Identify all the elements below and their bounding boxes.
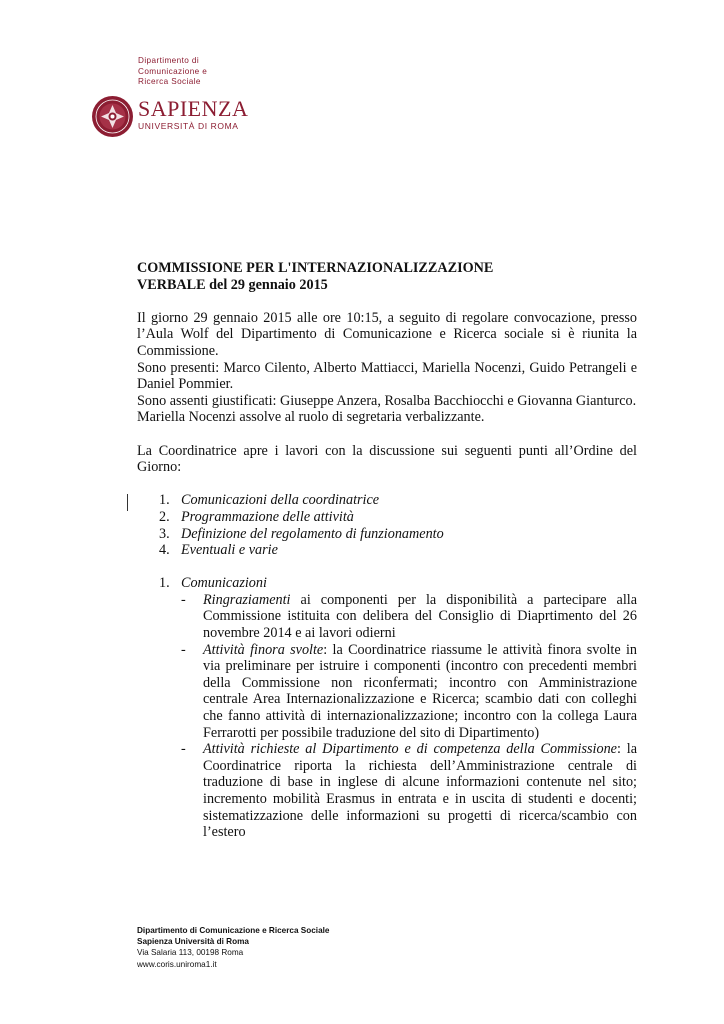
university-logo (138, 98, 248, 131)
list-item: - Attività finora svolte: la Coordinatrice riassume le attività finora svolte in via preliminare per istruire i componenti (incontro con precedenti membri della Commissione non riconfermati; incontro con Amministrazione centrale Area Internazionalizzazione e Ricerca; scambio dati con colleghi che fanno attività di internazionalizzazione; incontro con la collega Laura Ferrarotti per possibile traduzione del sito di Dipartimento) (181, 641, 637, 741)
secretary-paragraph: Mariella Nocenzi assolve al ruolo di segretaria verbalizzante. (137, 409, 485, 426)
list-item: - Ringraziamenti ai componenti per la disponibilità a partecipare alla Commissione istituita con delibera del Consiglio di Diaprtimento del 26 novembre 2014 e ai lavori odierni (181, 591, 637, 642)
intro-paragraph: Il giorno 29 gennaio 2015 alle ore 10:15, a seguito di regolare convocazione, presso l’Aula Wolf del Dipartimento di Comunicazione e Ricerca sociale si è riunita la Commissione. (137, 309, 637, 359)
footer-university: Sapienza Università di Roma (137, 937, 249, 947)
agenda-item: 4. Eventuali e varie (159, 542, 278, 559)
dept-line-3: Ricerca Sociale (138, 77, 201, 86)
agenda-item: 2. Programmazione delle attività (159, 508, 354, 525)
footer-dept: Dipartimento di Comunicazione e Ricerca Sociale (137, 926, 330, 935)
list-item: - Attività richieste al Dipartimento e di competenza della Commissione: la Coordinatrice riporta la richiesta dell’Amministrazione centrale di traduzione di base in inglese di alcune informazioni contenute nel sito; incremento mobilità Erasmus in entrata e in uscita di studenti e docenti; sistematizzazione delle informazioni su progetti di ricerca/scambio con l’estero (181, 741, 637, 841)
document-subtitle: VERBALE del 29 gennaio 2015 (137, 276, 328, 293)
agenda-item: 3. Definizione del regolamento di funzionamento (159, 525, 444, 542)
bullet-text: : la Coordinatrice riassume le attività finora svolte in via preliminare per istruire i componenti (incontro con precedenti membri della Commissione non riconfermati; incontro con Amministrazione centrale Area Internazionalizzazione e Ricerca; scambio dati con colleghi che fanno attività di internazionalizzazione; incontro con la collega Laura Ferrarotti per possibile traduzione del sito di Dipartimento) (203, 641, 637, 741)
document-title: COMMISSIONE PER L'INTERNAZIONALIZZAZIONE (137, 260, 494, 276)
section-heading: 1. Comunicazioni (159, 575, 267, 592)
agenda-intro: La Coordinatrice apre i lavori con la discussione sui seguenti punti all’Ordine del Giorno: (137, 442, 637, 476)
bullet-text: : la Coordinatrice riporta la richiesta dell’Amministrazione centrale di traduzione di base in inglese di alcune informazioni contenute nel sito; incremento mobilità Erasmus in entrata e in uscita di studenti e docenti; sistematizzazione delle informazioni su progetti di ricerca/scambio con l’estero (203, 741, 637, 841)
department-header (138, 56, 207, 88)
bullet-text: ai componenti per la disponibilità a partecipare alla Commissione istituita con delibera del Consiglio di Diaprtimento del 26 novembre 2014 e ai lavori odierni (203, 591, 637, 642)
text-cursor (127, 494, 128, 511)
logo-name: SAPIENZA (138, 96, 249, 121)
absent-paragraph: Sono assenti giustificati: Giuseppe Anzera, Rosalba Bacchiocchi e Giovanna Gianturco. (137, 392, 637, 409)
page-footer (137, 925, 329, 970)
dept-line-1: Dipartimento di (138, 56, 200, 65)
sapienza-seal-icon (91, 95, 134, 138)
agenda-item: 1. Comunicazioni della coordinatrice (159, 492, 380, 509)
logo-subtitle: UNIVERSITÀ DI ROMA (138, 121, 239, 131)
footer-website: www.coris.uniroma1.it (137, 959, 217, 969)
document-body (137, 260, 637, 841)
footer-address: Via Salaria 113, 00198 Roma (137, 948, 244, 958)
present-paragraph: Sono presenti: Marco Cilento, Alberto Mattiacci, Mariella Nocenzi, Guido Petrangeli e Daniel Pommier. (137, 359, 637, 393)
bullet-emphasis: Attività richieste al Dipartimento e di competenza della Commissione (203, 741, 617, 758)
dept-line-2: Comunicazione e (138, 66, 208, 76)
bullet-emphasis: Attività finora svolte (203, 641, 324, 658)
agenda-list (137, 492, 637, 558)
bullet-emphasis: Ringraziamenti (203, 591, 291, 608)
